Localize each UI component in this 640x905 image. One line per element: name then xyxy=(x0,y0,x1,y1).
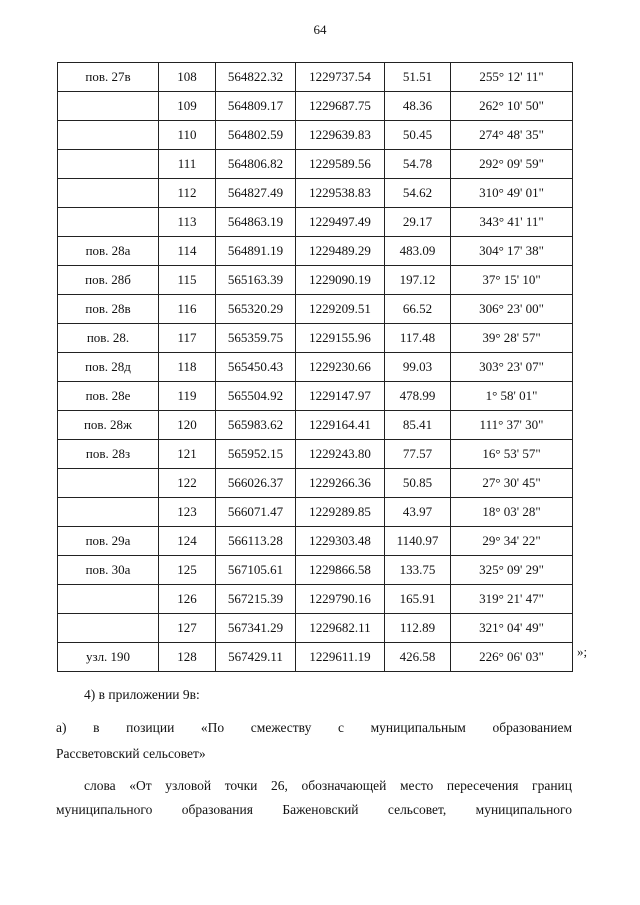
cell-x: 567215.39 xyxy=(216,585,296,614)
cell-name xyxy=(58,121,159,150)
table-terminator: »; xyxy=(577,644,588,659)
cell-length: 54.62 xyxy=(385,179,451,208)
cell-angle: 37° 15' 10" xyxy=(451,266,573,295)
cell-point: 115 xyxy=(159,266,216,295)
cell-point: 117 xyxy=(159,324,216,353)
cell-y: 1229090.19 xyxy=(296,266,385,295)
cell-point: 119 xyxy=(159,382,216,411)
cell-angle: 274° 48' 35" xyxy=(451,121,573,150)
cell-angle: 226° 06' 03" xyxy=(451,643,573,672)
cell-angle: 306° 23' 00" xyxy=(451,295,573,324)
cell-length: 99.03 xyxy=(385,353,451,382)
cell-angle: 321° 04' 49" xyxy=(451,614,573,643)
cell-x: 565163.39 xyxy=(216,266,296,295)
cell-angle: 325° 09' 29" xyxy=(451,556,573,585)
coordinates-table xyxy=(57,62,573,672)
cell-point: 124 xyxy=(159,527,216,556)
cell-y: 1229303.48 xyxy=(296,527,385,556)
cell-length: 51.51 xyxy=(385,63,451,92)
cell-x: 567105.61 xyxy=(216,556,296,585)
cell-x: 564863.19 xyxy=(216,208,296,237)
cell-y: 1229687.75 xyxy=(296,92,385,121)
cell-name xyxy=(58,179,159,208)
table-row xyxy=(58,440,573,469)
cell-point: 116 xyxy=(159,295,216,324)
cell-name: пов. 28д xyxy=(58,353,159,382)
cell-x: 564822.32 xyxy=(216,63,296,92)
cell-name xyxy=(58,208,159,237)
cell-length: 50.45 xyxy=(385,121,451,150)
cell-point: 109 xyxy=(159,92,216,121)
cell-y: 1229155.96 xyxy=(296,324,385,353)
cell-x: 565320.29 xyxy=(216,295,296,324)
cell-x: 566071.47 xyxy=(216,498,296,527)
table-row xyxy=(58,266,573,295)
table-row xyxy=(58,382,573,411)
cell-length: 48.36 xyxy=(385,92,451,121)
cell-name: пов. 29а xyxy=(58,527,159,556)
table-row xyxy=(58,324,573,353)
cell-x: 565952.15 xyxy=(216,440,296,469)
cell-y: 1229611.19 xyxy=(296,643,385,672)
cell-length: 50.85 xyxy=(385,469,451,498)
cell-length: 165.91 xyxy=(385,585,451,614)
table-row xyxy=(58,353,573,382)
cell-name: пов. 28. xyxy=(58,324,159,353)
table-row xyxy=(58,237,573,266)
cell-y: 1229589.56 xyxy=(296,150,385,179)
cell-length: 117.48 xyxy=(385,324,451,353)
cell-name: пов. 30а xyxy=(58,556,159,585)
table-row xyxy=(58,150,573,179)
table-row xyxy=(58,643,573,672)
coordinates-table-body xyxy=(58,63,573,672)
cell-length: 54.78 xyxy=(385,150,451,179)
cell-x: 566113.28 xyxy=(216,527,296,556)
cell-point: 112 xyxy=(159,179,216,208)
cell-x: 565359.75 xyxy=(216,324,296,353)
cell-name: пов. 28ж xyxy=(58,411,159,440)
cell-x: 567429.11 xyxy=(216,643,296,672)
cell-x: 567341.29 xyxy=(216,614,296,643)
cell-angle: 343° 41' 11" xyxy=(451,208,573,237)
cell-point: 120 xyxy=(159,411,216,440)
table-row xyxy=(58,614,573,643)
cell-name xyxy=(58,150,159,179)
cell-point: 126 xyxy=(159,585,216,614)
cell-length: 29.17 xyxy=(385,208,451,237)
cell-angle: 292° 09' 59" xyxy=(451,150,573,179)
cell-length: 112.89 xyxy=(385,614,451,643)
cell-y: 1229266.36 xyxy=(296,469,385,498)
cell-point: 127 xyxy=(159,614,216,643)
cell-angle: 310° 49' 01" xyxy=(451,179,573,208)
cell-y: 1229243.80 xyxy=(296,440,385,469)
table-row xyxy=(58,92,573,121)
cell-length: 66.52 xyxy=(385,295,451,324)
cell-name: пов. 28а xyxy=(58,237,159,266)
cell-point: 114 xyxy=(159,237,216,266)
cell-point: 108 xyxy=(159,63,216,92)
cell-name: узл. 190 xyxy=(58,643,159,672)
cell-length: 426.58 xyxy=(385,643,451,672)
cell-y: 1229790.16 xyxy=(296,585,385,614)
cell-angle: 16° 53' 57" xyxy=(451,440,573,469)
cell-length: 77.57 xyxy=(385,440,451,469)
cell-name: пов. 28з xyxy=(58,440,159,469)
cell-angle: 1° 58' 01" xyxy=(451,382,573,411)
cell-angle: 255° 12' 11" xyxy=(451,63,573,92)
item-4-heading: 4) в приложении 9в: xyxy=(84,687,200,702)
cell-y: 1229230.66 xyxy=(296,353,385,382)
cell-y: 1229737.54 xyxy=(296,63,385,92)
table-row xyxy=(58,63,573,92)
words-line-1: слова «От узловой точки 26, обозначающей место пересечения границ xyxy=(84,778,572,793)
cell-y: 1229147.97 xyxy=(296,382,385,411)
cell-point: 121 xyxy=(159,440,216,469)
cell-name xyxy=(58,585,159,614)
cell-y: 1229209.51 xyxy=(296,295,385,324)
cell-angle: 111° 37' 30" xyxy=(451,411,573,440)
cell-name: пов. 28б xyxy=(58,266,159,295)
item-a-line-1: а) в позиции «По смежеству с муниципальным образованием xyxy=(56,720,572,735)
cell-x: 566026.37 xyxy=(216,469,296,498)
cell-name xyxy=(58,469,159,498)
cell-angle: 29° 34' 22" xyxy=(451,527,573,556)
table-row xyxy=(58,179,573,208)
cell-point: 118 xyxy=(159,353,216,382)
cell-x: 564806.82 xyxy=(216,150,296,179)
cell-name: пов. 27в xyxy=(58,63,159,92)
cell-name xyxy=(58,614,159,643)
words-line-2: муниципального образования Баженовский сельсовет, муниципального xyxy=(56,802,572,817)
cell-name xyxy=(58,92,159,121)
cell-x: 564827.49 xyxy=(216,179,296,208)
cell-angle: 262° 10' 50" xyxy=(451,92,573,121)
table-row xyxy=(58,585,573,614)
cell-x: 565983.62 xyxy=(216,411,296,440)
cell-point: 123 xyxy=(159,498,216,527)
cell-y: 1229866.58 xyxy=(296,556,385,585)
cell-length: 483.09 xyxy=(385,237,451,266)
cell-angle: 27° 30' 45" xyxy=(451,469,573,498)
table-row xyxy=(58,498,573,527)
cell-y: 1229497.49 xyxy=(296,208,385,237)
cell-point: 110 xyxy=(159,121,216,150)
cell-length: 197.12 xyxy=(385,266,451,295)
cell-angle: 18° 03' 28" xyxy=(451,498,573,527)
cell-point: 128 xyxy=(159,643,216,672)
cell-name: пов. 28е xyxy=(58,382,159,411)
cell-angle: 303° 23' 07" xyxy=(451,353,573,382)
cell-y: 1229489.29 xyxy=(296,237,385,266)
cell-y: 1229682.11 xyxy=(296,614,385,643)
cell-angle: 319° 21' 47" xyxy=(451,585,573,614)
table-row xyxy=(58,208,573,237)
cell-y: 1229164.41 xyxy=(296,411,385,440)
cell-x: 564809.17 xyxy=(216,92,296,121)
table-row xyxy=(58,527,573,556)
cell-point: 111 xyxy=(159,150,216,179)
cell-name xyxy=(58,498,159,527)
table-row xyxy=(58,411,573,440)
cell-name: пов. 28в xyxy=(58,295,159,324)
cell-length: 85.41 xyxy=(385,411,451,440)
cell-y: 1229289.85 xyxy=(296,498,385,527)
cell-x: 564802.59 xyxy=(216,121,296,150)
table-row xyxy=(58,121,573,150)
cell-point: 122 xyxy=(159,469,216,498)
table-row xyxy=(58,469,573,498)
cell-x: 565450.43 xyxy=(216,353,296,382)
table-row xyxy=(58,556,573,585)
cell-x: 564891.19 xyxy=(216,237,296,266)
cell-angle: 39° 28' 57" xyxy=(451,324,573,353)
cell-x: 565504.92 xyxy=(216,382,296,411)
cell-length: 478.99 xyxy=(385,382,451,411)
cell-length: 1140.97 xyxy=(385,527,451,556)
cell-y: 1229639.83 xyxy=(296,121,385,150)
table-row xyxy=(58,295,573,324)
cell-angle: 304° 17' 38" xyxy=(451,237,573,266)
cell-length: 43.97 xyxy=(385,498,451,527)
cell-y: 1229538.83 xyxy=(296,179,385,208)
page-number: 64 xyxy=(313,22,327,37)
cell-point: 113 xyxy=(159,208,216,237)
cell-length: 133.75 xyxy=(385,556,451,585)
item-a-line-2: Рассветовский сельсовет» xyxy=(56,746,206,761)
cell-point: 125 xyxy=(159,556,216,585)
